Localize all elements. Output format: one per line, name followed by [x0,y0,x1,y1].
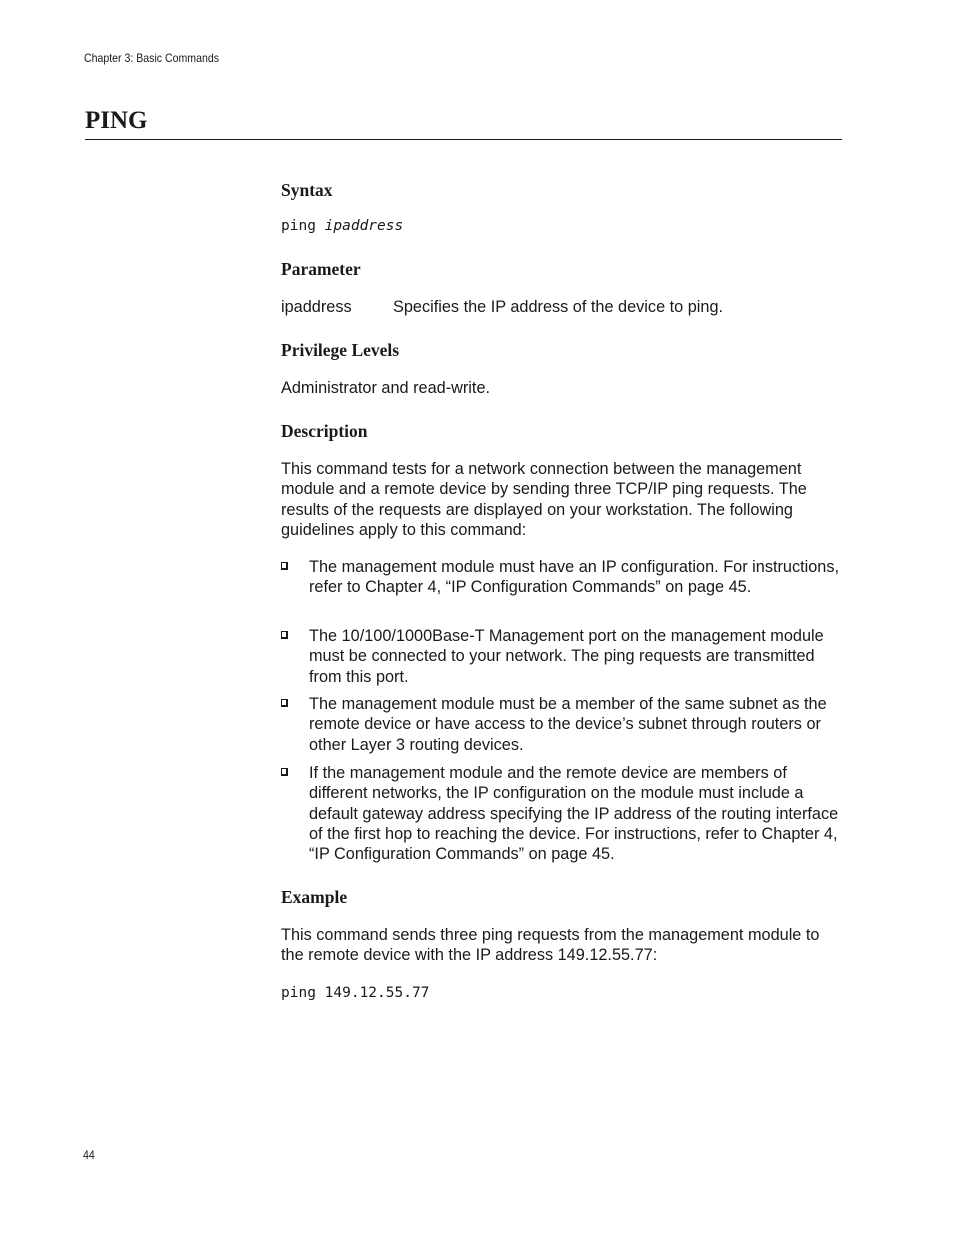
example-text: This command sends three ping requests from the management module to the remote device with the IP address 149.12.55.77: [281,926,820,965]
checkbox-bullet-icon [281,631,288,639]
list-item-text: The 10/100/1000Base-T Management port on the management module must be connected to your network. The ping requests are transmitted from this port. [309,627,824,686]
list-item-text: The management module must have an IP configuration. For instructions, refer to Chapter 4, “IP Configuration Commands” on page 45. [309,558,840,597]
privilege-text: Administrator and read-write. [281,379,491,397]
checkbox-bullet-icon [281,699,288,707]
description-heading: Description [281,421,368,441]
parameter-heading: Parameter [281,259,361,279]
parameter-name: ipaddress [281,298,352,316]
syntax-argument: ipaddress [324,218,404,234]
parameter-description: Specifies the IP address of the device to ping. [393,298,724,316]
example-code: ping 149.12.55.77 [281,985,430,1001]
list-item-text: The management module must be a member of the same subnet as the remote device or have access to the device’s subnet through routers or other Layer 3 routing devices. [309,695,827,754]
syntax-heading: Syntax [281,180,333,200]
syntax-command: ping [281,218,316,234]
title-rule [85,139,842,140]
privilege-heading: Privilege Levels [281,340,400,360]
example-heading: Example [281,887,348,907]
page-title: PING [85,107,148,134]
checkbox-bullet-icon [281,768,288,776]
checkbox-bullet-icon [281,562,288,570]
list-item-text: If the management module and the remote device are members of different networks, the IP configuration on the module must include a default gateway address specifying the IP address of the routing interface of the first hop to reaching the device. For instructions, refer to Chapter 4, “IP Configuration Commands” on page 45. [309,764,839,864]
description-intro: This command tests for a network connection between the management module and a remote device by sending three TCP/IP ping requests. The results of the requests are displayed on your workstation. The following guidelines apply to this command: [281,460,807,539]
running-header: Chapter 3: Basic Commands [84,51,219,65]
page-number: 44 [83,1148,95,1162]
syntax-code [281,216,403,236]
